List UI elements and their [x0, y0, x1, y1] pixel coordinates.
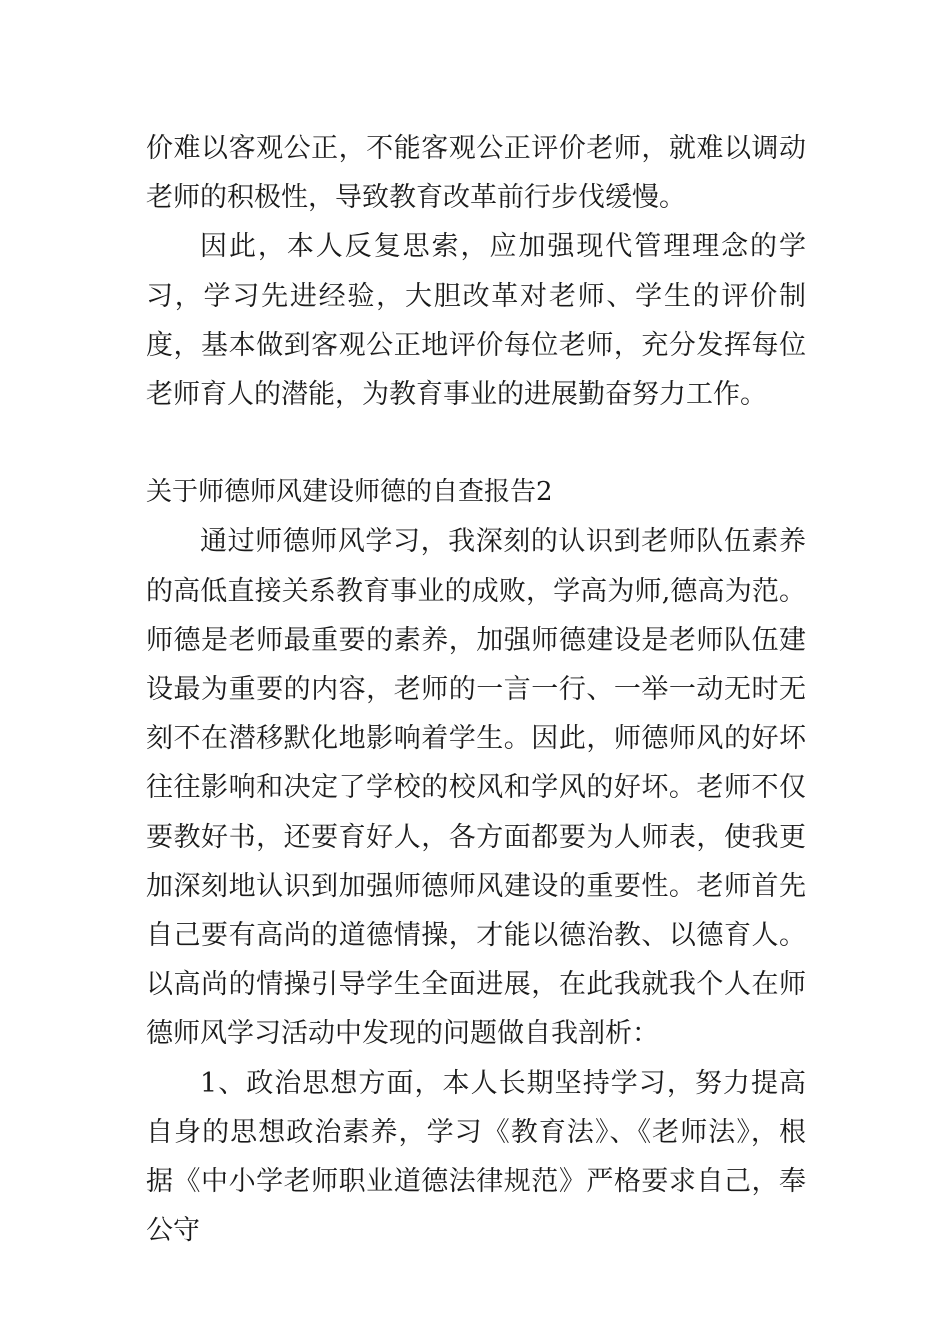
paragraph-4: 1、政治思想方面，本人长期坚持学习，努力提高自身的思想政治素养，学习《教育法》、《老师法》，根据《中小学老师职业道德法律规范》严格要求自己，奉公守 [146, 1067, 806, 1247]
paragraph-2: 因此，本人反复思索，应加强现代管理理念的学习，学习先进经验，大胆改革对老师、学生的评价制度，基本做到客观公正地评价每位老师，充分发挥每位老师育人的潜能，为教育事业的进展勤奋努力工作。 [146, 231, 806, 411]
section-title: 关于师德师风建设师德的自查报告2 [146, 477, 553, 508]
paragraph-1: 价难以客观公正，不能客观公正评价老师，就难以调动老师的积极性，导致教育改革前行步伐缓慢。 [146, 133, 806, 214]
paragraph-3: 通过师德师风学习，我深刻的认识到老师队伍素养的高低直接关系教育事业的成败，学高为师,德高为范。师德是老师最重要的素养，加强师德建设是老师队伍建设最为重要的内容，老师的一言一行、一举一动无时无刻不在潜移默化地影响着学生。因此，师德师风的好坏往往影响和决定了学校的校风和学风的好坏。老师不仅要教好书，还要育好人，各方面都要为人师表，使我更加深刻地认识到加强师德师风建设的重要性。老师首先自己要有高尚的道德情操，才能以德治教、以德育人。以高尚的情操引导学生全面进展，在此我就我个人在师德师风学习活动中发现的问题做自我剖析： [146, 526, 806, 1050]
section-gap [146, 419, 806, 468]
document-page [146, 124, 806, 1255]
